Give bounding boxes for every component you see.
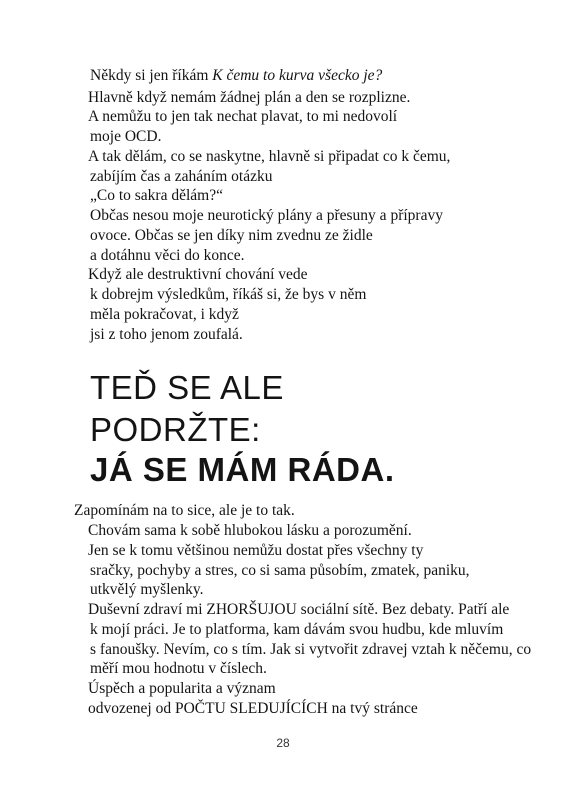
text-line: Občas nesou moje neurotický plány a přesuny a přípravy bbox=[90, 207, 443, 224]
text-line: a dotáhnu věci do konce. bbox=[90, 247, 245, 264]
text-line: Chovám sama k sobě hlubokou lásku a porozumění. bbox=[88, 522, 412, 539]
text-line: k mojí práci. Je to platforma, kam dávám svou hudbu, kde mluvím bbox=[90, 621, 504, 638]
text-line: utkvělý myšlenky. bbox=[90, 581, 204, 598]
text-line: s fanoušky. Nevím, co s tím. Jak si vytvořit zdravej vztah k něčemu, co bbox=[90, 641, 532, 658]
text-line: měla pokračovat, i když bbox=[90, 306, 239, 323]
text-line: odvozenej od POČTU SLEDUJÍCÍCH na tvý stránce bbox=[88, 700, 418, 717]
text-line: Úspěch a popularita a význam bbox=[88, 680, 276, 697]
text-line: Hlavně když nemám žádnej plán a den se rozplizne. bbox=[88, 89, 411, 106]
text-line: k dobrejm výsledkům, říkáš si, že bys v něm bbox=[90, 286, 367, 303]
heading-line-1: TEĎ SE ALE bbox=[90, 369, 284, 406]
text-line: ovoce. Občas se jen díky nim zvednu ze židle bbox=[90, 227, 373, 244]
text-line: Zapomínám na to sice, ale je to tak. bbox=[74, 502, 295, 519]
text-line: Když ale destruktivní chování vede bbox=[88, 266, 308, 283]
text-line: moje OCD. bbox=[90, 128, 162, 145]
heading-line-3: JÁ SE MÁM RÁDA. bbox=[90, 451, 395, 488]
text-line: Jen se k tomu většinou nemůžu dostat přes všechny ty bbox=[88, 542, 424, 559]
text-line: Někdy si jen říkám K čemu to kurva všecko je? bbox=[90, 67, 383, 84]
heading-line-2: PODRŽTE: bbox=[90, 411, 261, 448]
text-line: A nemůžu to jen tak nechat plavat, to mi nedovolí bbox=[88, 108, 398, 125]
text-line: „Co to sakra dělám?“ bbox=[90, 187, 223, 204]
text-line: A tak dělám, co se naskytne, hlavně si připadat co k čemu, bbox=[88, 148, 451, 165]
text-line: zabíjím čas a zaháním otázku bbox=[90, 168, 273, 185]
text-line: sračky, pochyby a stres, co si sama působím, zmatek, paniku, bbox=[90, 562, 470, 579]
text-line: jsi z toho jenom zoufalá. bbox=[90, 326, 243, 343]
page-number: 28 bbox=[276, 736, 290, 750]
text-line: Duševní zdraví mi ZHORŠUJOU sociální sítě. Bez debaty. Patří ale bbox=[88, 601, 510, 618]
text-line: měří mou hodnotu v číslech. bbox=[90, 660, 267, 677]
